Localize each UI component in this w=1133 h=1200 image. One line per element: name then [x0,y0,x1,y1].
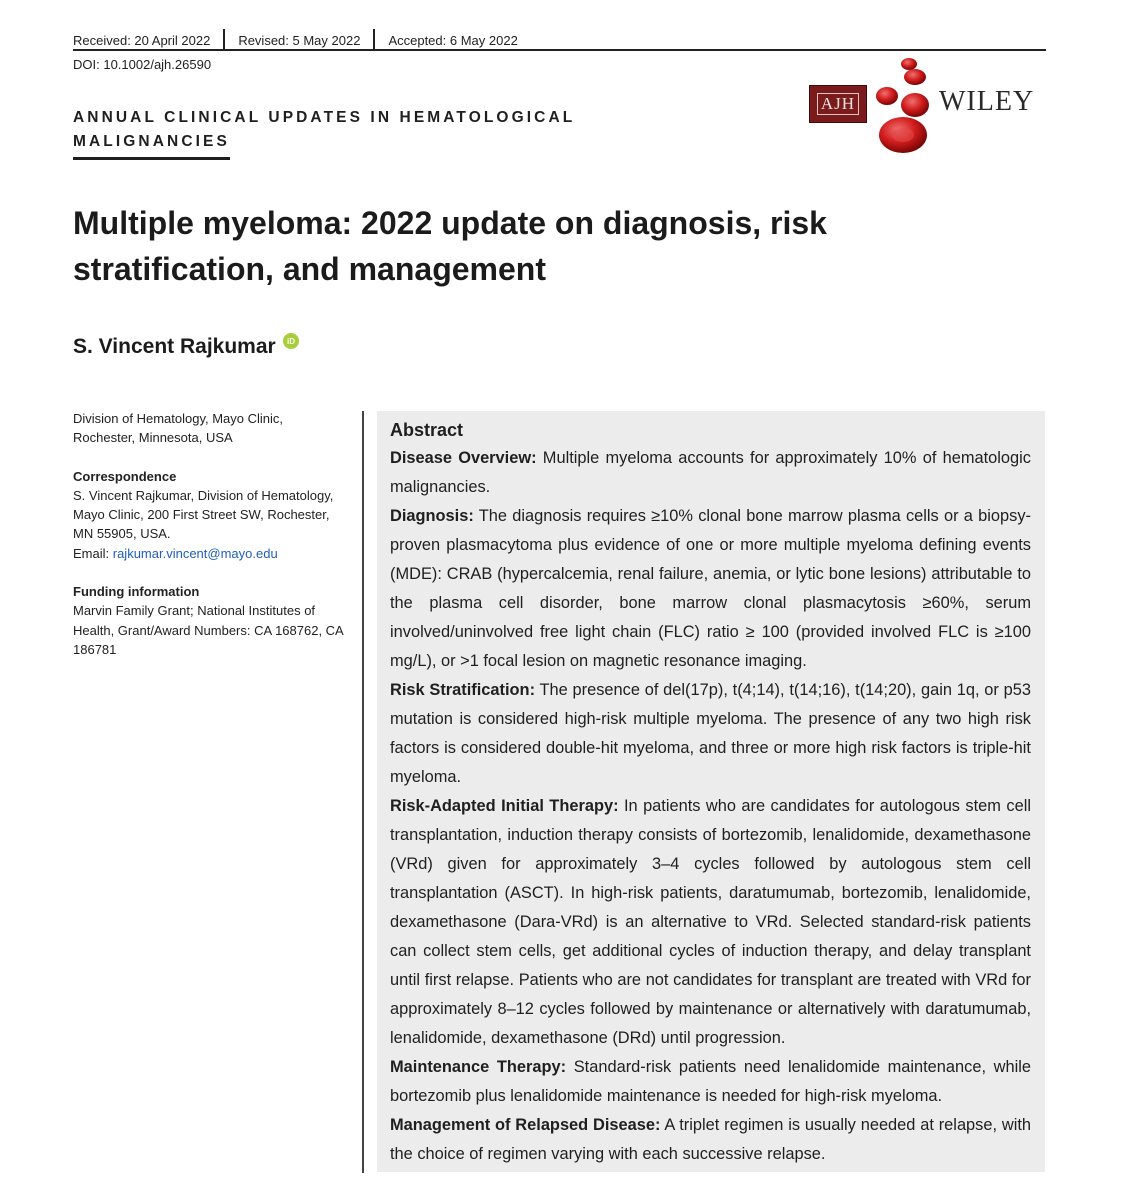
svg-text:iD: iD [286,337,295,347]
correspondence-heading: Correspondence [73,468,177,484]
funding-heading: Funding information [73,584,200,600]
abstract-section [390,792,1031,1053]
abstract-section [390,1053,1031,1111]
abstract [390,416,1031,1169]
section-label: Risk-Adapted Initial Therapy: [390,797,619,815]
accepted-date: Accepted: 6 May 2022 [388,32,518,48]
series-heading [73,106,633,160]
section-label: Risk Stratification: [390,681,536,699]
abstract-section [390,502,1031,676]
email-link[interactable]: rajkumar.vincent@mayo.edu [112,545,278,561]
ajh-logo-text: AJH [817,93,859,115]
ajh-logo [809,85,867,123]
doi: DOI: 10.1002/ajh.26590 [73,57,212,72]
section-text: Standard-risk patients need lenalidomide maintenance, while bortezomib plus lenalidomide maintenance is needed for high-risk myeloma. [390,1058,1031,1105]
article-sidebar [73,409,343,659]
series-line-2: MALIGNANCIES [73,130,230,160]
article-dates [73,29,518,51]
date-separator [373,29,375,51]
section-label: Management of Relapsed Disease: [390,1116,661,1134]
blood-cells-icon [866,50,936,154]
article-title: Multiple myeloma: 2022 update on diagnosis, risk stratification, and management [73,205,827,287]
section-text: The diagnosis requires ≥10% clonal bone marrow plasma cells or a biopsy-proven plasmacytoma plus evidence of one or more multiple myeloma defining events (MDE): CRAB (hypercalcemia, renal failure, anemia, or lytic bone lesions) attributable to the plasma cell disorder, bone marrow clonal plasmacytosis ≥60%, serum involved/uninvolved free light chain (FLC) ratio ≥ 100 (provided involved FLC is ≥100 mg/L), or >1 focal lesion on magnetic resonance imaging. [390,507,1031,670]
orcid-icon[interactable] [283,333,299,349]
author-name: S. Vincent Rajkumar [73,335,276,358]
abstract-heading: Abstract [390,420,464,440]
section-label: Disease Overview: [390,449,537,467]
section-text: In patients who are candidates for autologous stem cell transplantation, induction therapy consists of bortezomib, lenalidomide, dexamethasone (VRd) given for approximately 3–4 cycles followed by autologous stem cell transplantation (ASCT). In high-risk patients, daratumumab, bortezomib, lenalidomide, dexamethasone (Dara-VRd) is an alternative to VRd. Selected standard-risk patients can collect stem cells, get additional cycles of induction therapy, and delay transplant until first relapse. Patients who are not candidates for transplant are treated with VRd for approximately 8–12 cycles followed by maintenance or alternatively with daratumumab, lenalidomide, dexamethasone (DRd) until progression. [390,797,1031,1047]
email-label: Email: [73,545,110,561]
revised-date: Revised: 5 May 2022 [238,32,361,48]
abstract-section [390,676,1031,792]
section-text: The presence of del(17p), t(4;14), t(14;16), t(14;20), gain 1q, or p53 mutation is considered high-risk multiple myeloma. The presence of any two high risk factors is considered double-hit myeloma, and three or more high risk factors is triple-hit myeloma. [390,681,1031,786]
section-label: Maintenance Therapy: [390,1058,567,1076]
affiliation-line-1: Division of Hematology, Mayo Clinic, [73,411,283,426]
funding-text: Marvin Family Grant; National Institutes of Health, Grant/Award Numbers: CA 168762, CA 186781 [73,603,344,657]
received-date: Received: 20 April 2022 [73,32,211,48]
author-line [73,335,299,359]
abstract-section [390,444,1031,502]
section-text: A triplet regimen is usually needed at relapse, with the choice of regimen varying with each successive relapse. [390,1116,1032,1163]
date-separator [223,29,225,51]
section-text: Multiple myeloma accounts for approximately 10% of hematologic malignancies. [390,449,1032,496]
affiliation-line-2: Rochester, Minnesota, USA [73,430,233,446]
section-label: Diagnosis: [390,507,474,525]
wiley-logo: WILEY [939,86,1035,117]
series-line-1: ANNUAL CLINICAL UPDATES IN HEMATOLOGICAL [73,109,576,126]
abstract-rule [362,411,364,1173]
abstract-section [390,1111,1031,1169]
email-line [73,544,343,563]
correspondence-text: S. Vincent Rajkumar, Division of Hematology, Mayo Clinic, 200 First Street SW, Rochester, MN 55905, USA. [73,487,334,542]
